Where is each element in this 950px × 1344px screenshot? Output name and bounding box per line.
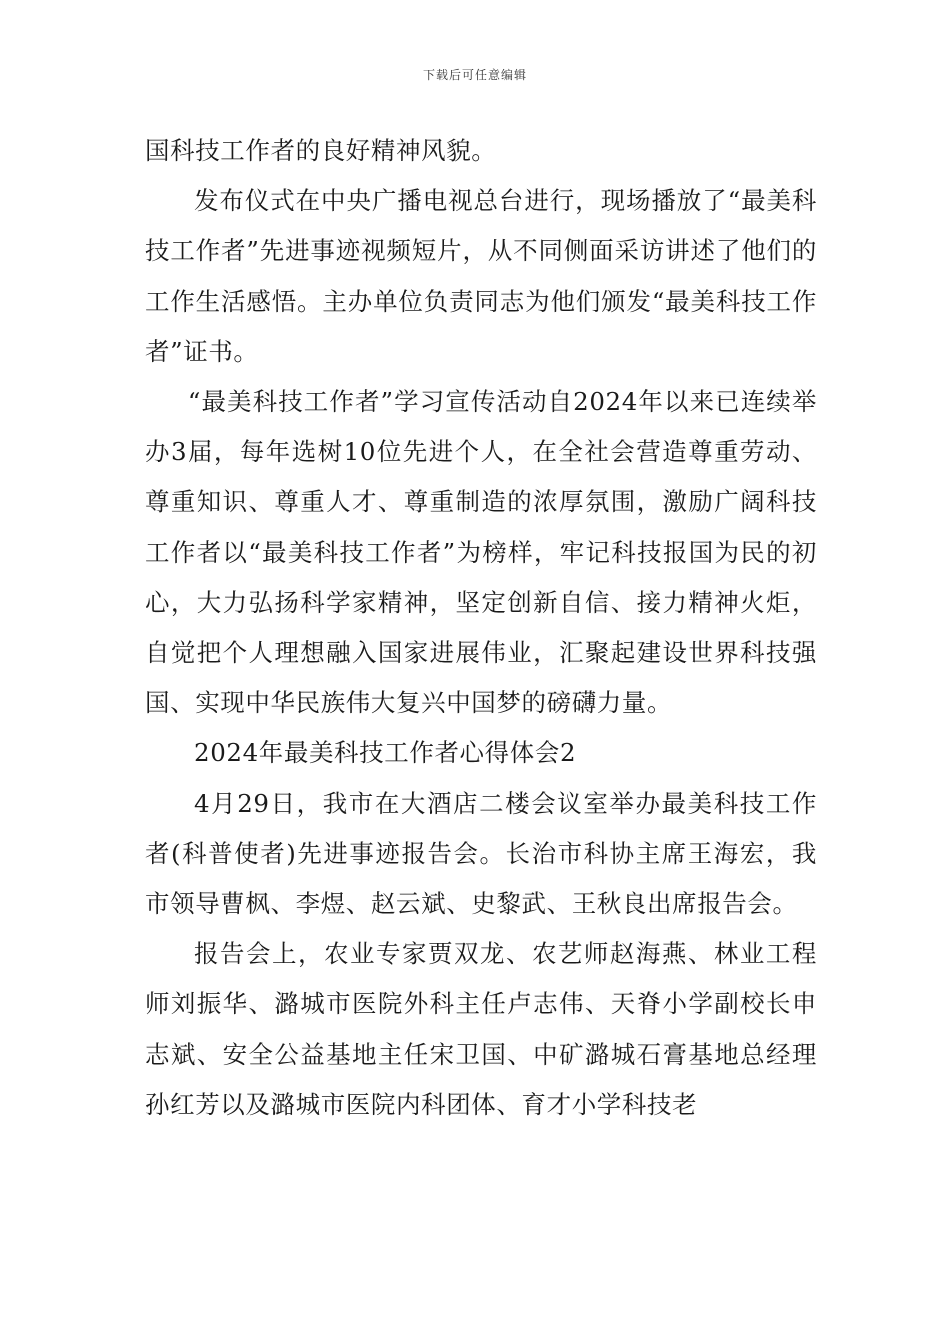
paragraph-ceremony: 发布仪式在中央广播电视总台进行，现场播放了“最美科技工作者”先进事迹视频短片，从不同侧面采访讲述了他们的工作生活感悟。主办单位负责同志为他们颁发“最美科技工作者”证书。 [145,186,817,366]
section-heading: 2024年最美科技工作者心得体会2 [194,738,577,768]
paragraph-campaign: “最美科技工作者”学习宣传活动自2024年以来已连续举办3届，每年选树10位先进个人，在全社会营造尊重劳动、尊重知识、尊重人才、尊重制造的浓厚氛围，激励广阔科技工作者以“最美科技工作者”为榜样，牢记科技报国为民的初心，大力弘扬科学家精神，坚定创新自信、接力精神火炬，自觉把个人理想融入国家进展伟业，汇聚起建设世界科技强国、实现中华民族伟大复兴中国梦的磅礴力量。 [145,387,817,718]
paragraph-speakers: 报告会上，农业专家贾双龙、农艺师赵海燕、林业工程师刘振华、潞城市医院外科主任卢志伟、天脊小学副校长申志斌、安全公益基地主任宋卫国、中矿潞城石膏基地总经理孙红芳以及潞城市医院内科团体、育才小学科技老 [145,939,817,1119]
document-body [145,126,817,1130]
page-header-note: 下载后可任意编辑 [422,68,527,82]
paragraph-continuation: 国科技工作者的良好精神风貌。 [145,136,497,165]
paragraph-report-meeting: 4月29日，我市在大酒店二楼会议室举办最美科技工作者(科普使者)先进事迹报告会。长治市科协主席王海宏，我市领导曹枫、李煜、赵云斌、史黎武、王秋良出席报告会。 [145,788,817,919]
